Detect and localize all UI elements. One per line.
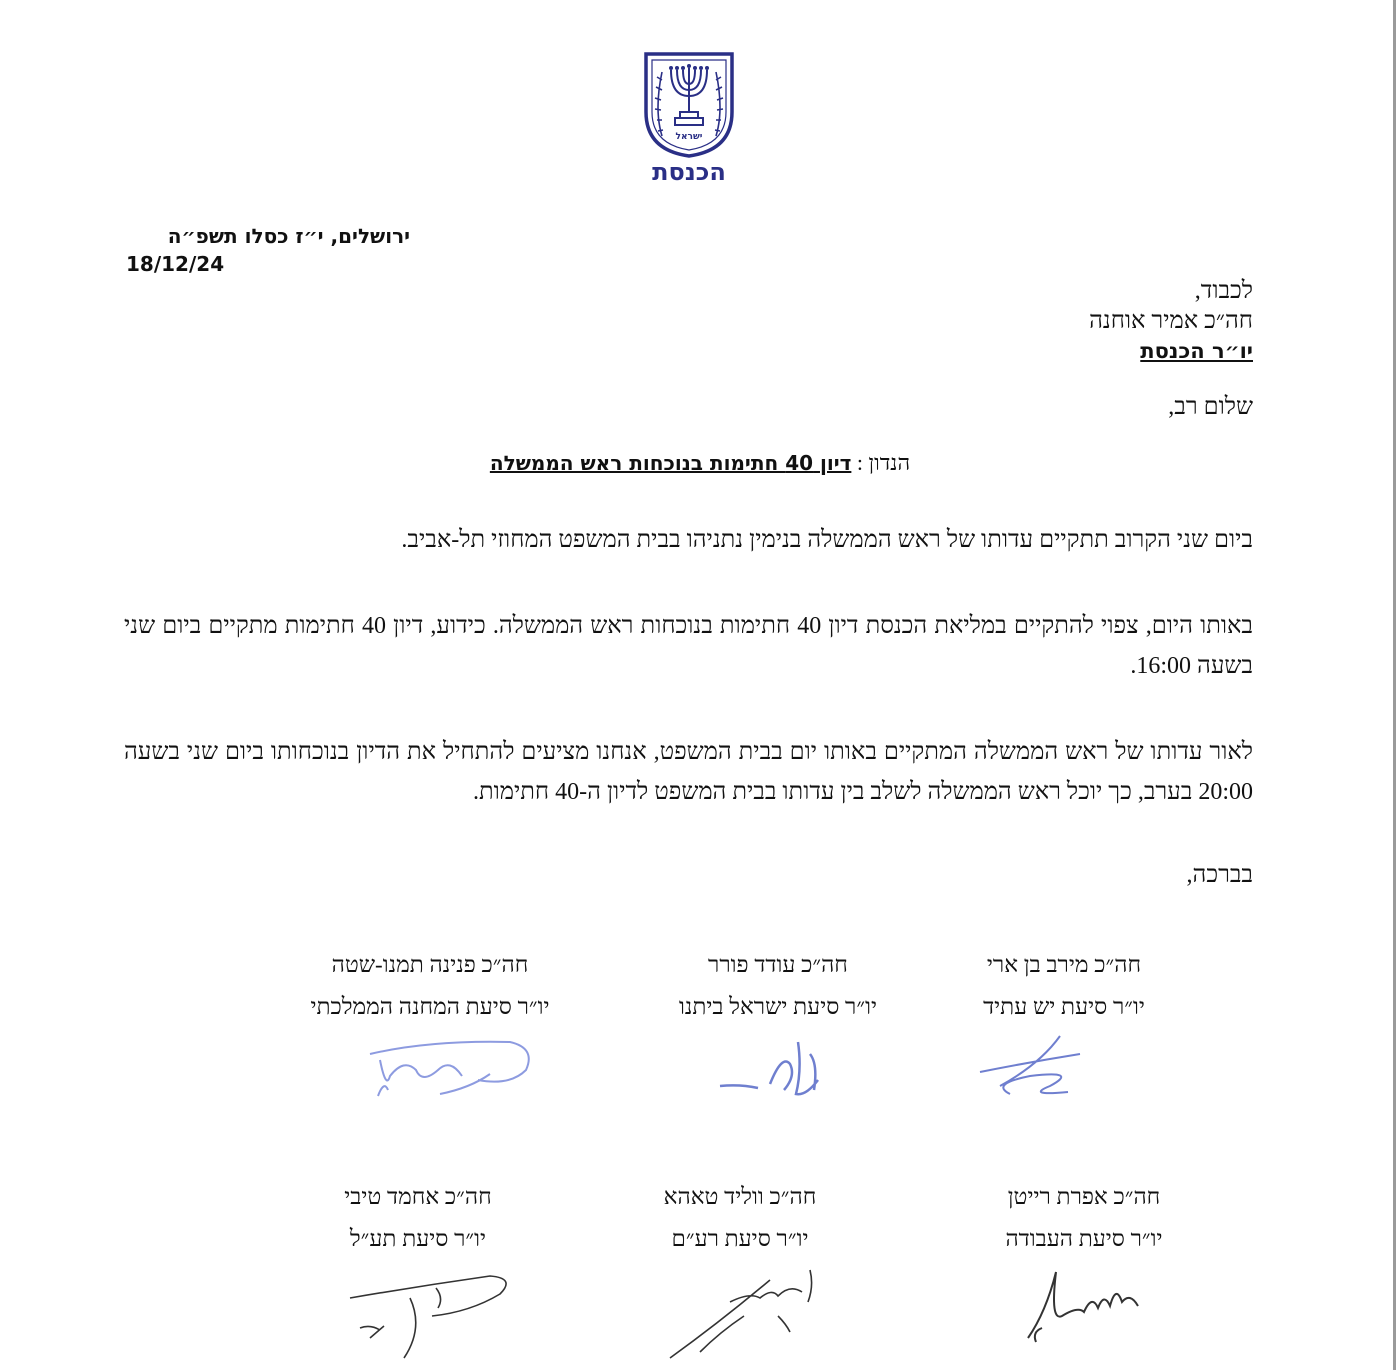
subject-text: דיון 40 חתימות בנוכחות ראש הממשלה bbox=[489, 451, 852, 475]
signature-4-image bbox=[1018, 1262, 1148, 1348]
signatory-1 bbox=[904, 944, 1224, 1028]
signature-6-image bbox=[340, 1268, 520, 1366]
signatory-role: יו״ר סיעת יש עתיד bbox=[983, 994, 1145, 1019]
addressee-name: חה״כ אמיר אוחנה bbox=[1089, 308, 1253, 334]
signature-3-image bbox=[360, 1030, 540, 1104]
subject-label: הנדון : bbox=[851, 450, 911, 475]
signature-1-image bbox=[970, 1024, 1120, 1102]
signatory-role: יו״ר סיעת תע״ל bbox=[349, 1226, 487, 1251]
signatory-role: יו״ר סיעת המחנה הממלכתי bbox=[310, 994, 550, 1019]
addressee-title: יו״ר הכנסת bbox=[1140, 339, 1253, 363]
signature-2-image bbox=[710, 1024, 840, 1104]
subject-line bbox=[300, 450, 1100, 476]
signatory-2 bbox=[618, 944, 938, 1028]
signatory-name: חה״כ אפרת רייטן bbox=[1007, 1184, 1161, 1209]
signatory-4 bbox=[924, 1176, 1244, 1260]
closing: בברכה, bbox=[1186, 862, 1253, 888]
signatory-name: חה״כ ווליד טאהא bbox=[663, 1184, 817, 1209]
signatory-role: יו״ר סיעת ישראל ביתנו bbox=[678, 994, 878, 1019]
signatory-6 bbox=[258, 1176, 578, 1260]
signatory-role: יו״ר סיעת רע״ם bbox=[671, 1226, 809, 1251]
body-paragraph-3: לאור עדותו של ראש הממשלה המתקיים באותו יום בבית המשפט, אנחנו מציעים להתחיל את הדיון בנוכחותו ביום שני בשעה 20:00 בערב, כך יוכל ראש הממשלה לשלב בין עדותו בבית המשפט לדיון ה-40 חתימות. bbox=[124, 739, 1253, 805]
body-paragraph-1: ביום שני הקרוב תתקיים עדותו של ראש הממשלה בנימין נתניהו בבית המשפט המחוזי תל-אביב. bbox=[401, 527, 1253, 553]
addressee-block bbox=[853, 276, 1253, 366]
emblem-caption: ישראל bbox=[675, 132, 703, 142]
signatory-name: חה״כ אחמד טיבי bbox=[344, 1184, 492, 1209]
signatory-name: חה״כ עודד פורר bbox=[708, 952, 848, 977]
signature-5-image bbox=[660, 1262, 830, 1362]
date-numeric: 18/12/24 bbox=[126, 252, 225, 276]
addressee-salutation: לכבוד, bbox=[1194, 278, 1253, 304]
signatory-name: חה״כ פנינה תמנו-שטה bbox=[331, 952, 529, 977]
institution-name: הכנסת bbox=[652, 158, 726, 186]
signatory-3 bbox=[270, 944, 590, 1028]
signatory-name: חה״כ מירב בן ארי bbox=[986, 952, 1142, 977]
signatory-5 bbox=[580, 1176, 900, 1260]
date-block bbox=[120, 222, 410, 278]
body-paragraph-2: באותו היום, צפוי להתקיים במליאת הכנסת דיון 40 חתימות בנוכחות ראש הממשלה. כידוע, דיון 40 חתימות מתקיים ביום שני בשעה 16:00. bbox=[124, 613, 1253, 679]
knesset-emblem-icon bbox=[642, 50, 736, 160]
date-hebrew: ירושלים, י״ז כסלו תשפ״ה bbox=[167, 224, 410, 248]
signatory-role: יו״ר סיעת העבודה bbox=[1005, 1226, 1163, 1251]
greeting: שלום רב, bbox=[1168, 394, 1253, 420]
